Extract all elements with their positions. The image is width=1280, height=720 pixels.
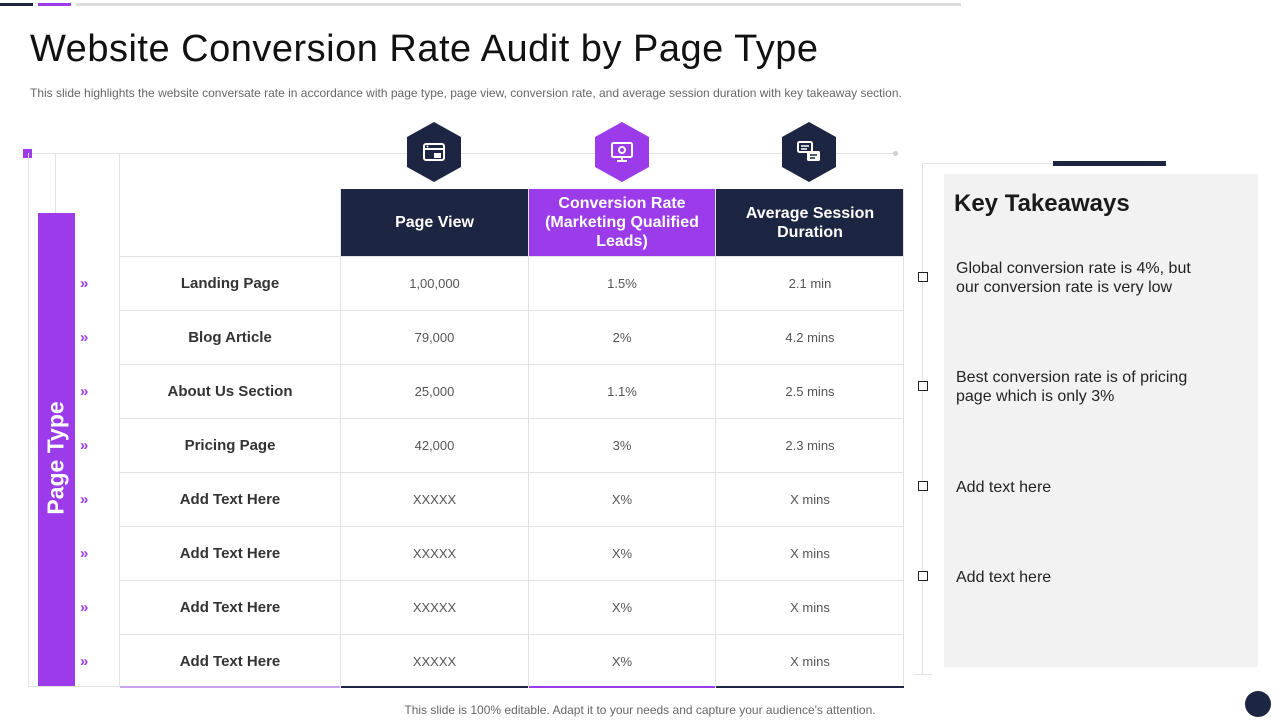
row-label: Add Text Here: [179, 598, 281, 616]
duration-value: X mins: [790, 599, 830, 615]
table-bottom-line-navy: [341, 686, 528, 688]
table-row: [120, 364, 904, 419]
takeaway-item: Add text here: [956, 569, 1052, 586]
row-label: Landing Page: [180, 274, 280, 292]
row-label: Add Text Here: [179, 490, 281, 508]
column-header-session-duration: Average Session Duration: [716, 189, 904, 256]
chevron-right-icon: »: [80, 544, 89, 562]
conversion-rate-hex: [595, 122, 649, 182]
duration-value: 2.3 mins: [785, 437, 835, 453]
row-label: Blog Article: [188, 328, 272, 346]
footer-note: This slide is 100% editable. Adapt it to your needs and capture your audience's attention.: [404, 703, 876, 717]
duration-value: X mins: [790, 491, 830, 507]
duration-value: 4.2 mins: [785, 329, 835, 345]
conversion-value: X%: [611, 545, 633, 561]
conversion-value: 3%: [612, 437, 632, 453]
chevron-right-icon: »: [80, 382, 89, 400]
monitor-gear-icon: [608, 138, 636, 166]
conversion-value: X%: [611, 653, 633, 669]
table-row: [120, 256, 904, 311]
page-view-value: 25,000: [414, 383, 455, 399]
top-bar-gray: [76, 3, 961, 6]
row-label: Add Text Here: [179, 544, 281, 562]
checkbox-icon: [918, 381, 928, 391]
takeaway-title: Key Takeaways: [954, 190, 1130, 217]
takeaway-item: Add text here: [956, 479, 1052, 496]
sidebar-label: Page Type: [42, 401, 69, 515]
frame-left-line: [28, 153, 29, 687]
conversion-value: 1.1%: [607, 383, 637, 399]
browser-window-icon: [420, 138, 448, 166]
table-row: [120, 634, 904, 688]
top-bar-purple: [38, 3, 71, 6]
row-label: About Us Section: [167, 382, 293, 400]
takeaway-item: Best conversion rate is of pricing page which is only 3%: [956, 369, 1188, 405]
conversion-value: 2%: [612, 329, 632, 345]
page-view-value: XXXXX: [412, 545, 457, 561]
chevron-right-icon: »: [80, 490, 89, 508]
table-row: [120, 418, 904, 473]
frame-bottom-line: [28, 686, 120, 687]
page-subtitle: This slide highlights the website conversate rate in accordance with page type, page view, conversion rate, and average session duration with key takeaway section.: [30, 86, 902, 100]
chevron-right-icon: »: [80, 652, 89, 670]
duration-value: 2.5 mins: [785, 383, 835, 399]
frame-inner-line: [55, 153, 56, 213]
chevron-right-icon: »: [80, 598, 89, 616]
row-label: Pricing Page: [184, 436, 276, 454]
conversion-value: X%: [611, 599, 633, 615]
takeaway-accent-bar: [1053, 161, 1166, 166]
page-view-value: XXXXX: [412, 599, 457, 615]
table-row: [120, 526, 904, 581]
top-bar-navy: [0, 3, 33, 6]
chat-bubbles-icon: [795, 138, 823, 166]
duration-value: X mins: [790, 653, 830, 669]
page-title: Website Conversion Rate Audit by Page Type: [30, 28, 819, 70]
conversion-value: X%: [611, 491, 633, 507]
table-row: [120, 472, 904, 527]
duration-value: 2.1 min: [788, 275, 832, 291]
corner-dot: [1245, 691, 1271, 717]
page-view-value: 79,000: [414, 329, 455, 345]
page-view-hex: [407, 122, 461, 182]
table-bottom-line-navy: [716, 686, 904, 688]
checkbox-icon: [918, 481, 928, 491]
page-view-value: 42,000: [414, 437, 455, 453]
takeaway-item: Global conversion rate is 4%, but our conversion rate is very low: [956, 260, 1191, 296]
frame-top-line: [28, 153, 896, 154]
page-view-value: 1,00,000: [409, 275, 460, 291]
page-view-value: XXXXX: [412, 653, 457, 669]
takeaway-frame-bottom: [914, 674, 932, 675]
table-row: [120, 580, 904, 635]
checkbox-icon: [918, 571, 928, 581]
table-bottom-line-purple: [120, 686, 340, 688]
chevron-right-icon: »: [80, 328, 89, 346]
row-label: Add Text Here: [179, 652, 281, 670]
session-duration-hex: [782, 122, 836, 182]
page-view-value: XXXXX: [412, 491, 457, 507]
column-header-conversion-rate: Conversion Rate (Marketing Qualified Leads): [529, 189, 715, 256]
takeaway-frame-left: [922, 163, 923, 674]
table-row: [120, 310, 904, 365]
conversion-value: 1.5%: [607, 275, 637, 291]
checkbox-icon: [918, 272, 928, 282]
chevron-right-icon: »: [80, 274, 89, 292]
column-header-page-view: Page View: [341, 189, 528, 256]
takeaway-panel: [944, 174, 1258, 667]
duration-value: X mins: [790, 545, 830, 561]
chevron-right-icon: »: [80, 436, 89, 454]
table-bottom-line-purple: [529, 686, 715, 688]
frame-end-dot: [893, 151, 898, 156]
